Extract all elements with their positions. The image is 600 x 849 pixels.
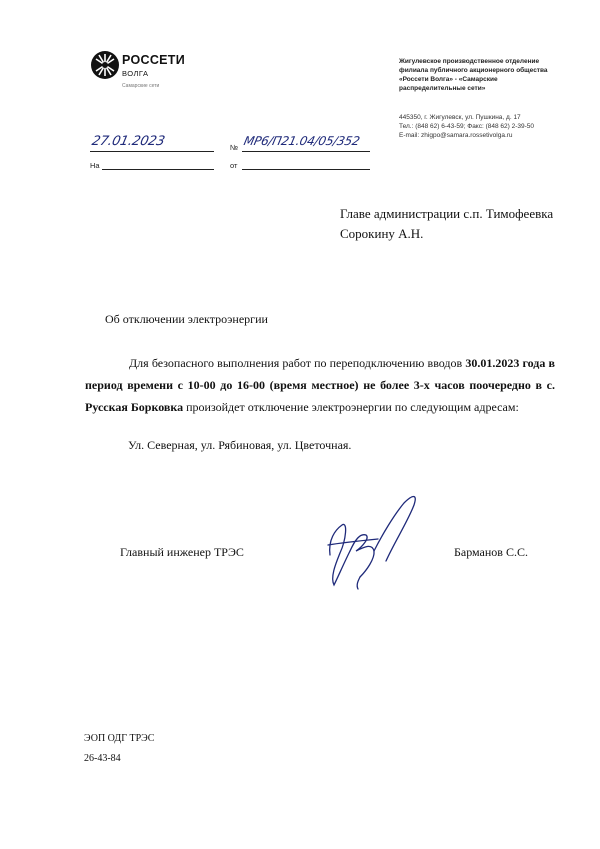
outage-addresses: Ул. Северная, ул. Рябиновая, ул. Цветочная. <box>128 438 352 452</box>
number-line <box>242 151 370 152</box>
organization-contacts <box>399 113 569 140</box>
org-line: Жигулевское производственное отделение <box>399 58 540 65</box>
signatory-name: Барманов С.С. <box>454 545 528 559</box>
brand-subregion: Самарские сети <box>122 83 160 89</box>
letter-body <box>85 352 555 418</box>
body-text-bold: 30.01.2023 года в период времени с 10-00 до 16-00 (время местное) не более 3-х часов поочередно в с. Русская Борковка <box>85 356 555 414</box>
addressee-title: Главе администрации с.п. Тимофеевка <box>340 206 554 221</box>
handwritten-date: 27.01.2023 <box>90 134 167 149</box>
on-line <box>102 169 214 170</box>
executor-department: ЭОП ОДГ ТРЭС <box>84 733 155 744</box>
number-label: № <box>230 143 239 152</box>
org-line: филиала публичного акционерного общества <box>399 67 548 74</box>
executor-phone: 26-43-84 <box>84 753 121 764</box>
body-text-part1: Для безопасного выполнения работ по переподключению вводов <box>129 356 466 370</box>
signatory-position: Главный инженер ТРЭС <box>120 545 244 559</box>
org-email: E-mail: zhigpo@samara.rossetivolga.ru <box>399 132 513 139</box>
addressee <box>340 204 580 244</box>
rosseti-logo-icon <box>90 50 120 80</box>
addressee-name: Сорокину А.Н. <box>340 226 424 241</box>
letter-subject: Об отключении электроэнергии <box>105 312 268 326</box>
company-logo <box>90 50 200 100</box>
body-text-part2: произойдет отключение электроэнергии по следующим адресам: <box>183 400 519 414</box>
body-paragraph <box>85 352 555 418</box>
handwritten-signature <box>300 485 430 595</box>
org-address: 445350, г. Жигулевск, ул. Пушкина, д. 17 <box>399 114 521 121</box>
handwritten-number: МР6/П21.04/05/352 <box>242 134 362 148</box>
brand-region: ВОЛГА <box>122 69 149 78</box>
org-line: «Россети Волга» - «Самарские <box>399 76 498 83</box>
from-label: от <box>230 161 238 170</box>
on-label: На <box>90 161 100 170</box>
org-phone-fax: Тел.: (848 62) 6-43-59; Факс: (848 62) 2-39-50 <box>399 123 535 130</box>
organization-name <box>399 57 569 93</box>
org-line: распределительные сети» <box>399 85 486 92</box>
brand-name: РОССЕТИ <box>122 53 186 67</box>
date-line <box>90 151 214 152</box>
from-line <box>242 169 370 170</box>
